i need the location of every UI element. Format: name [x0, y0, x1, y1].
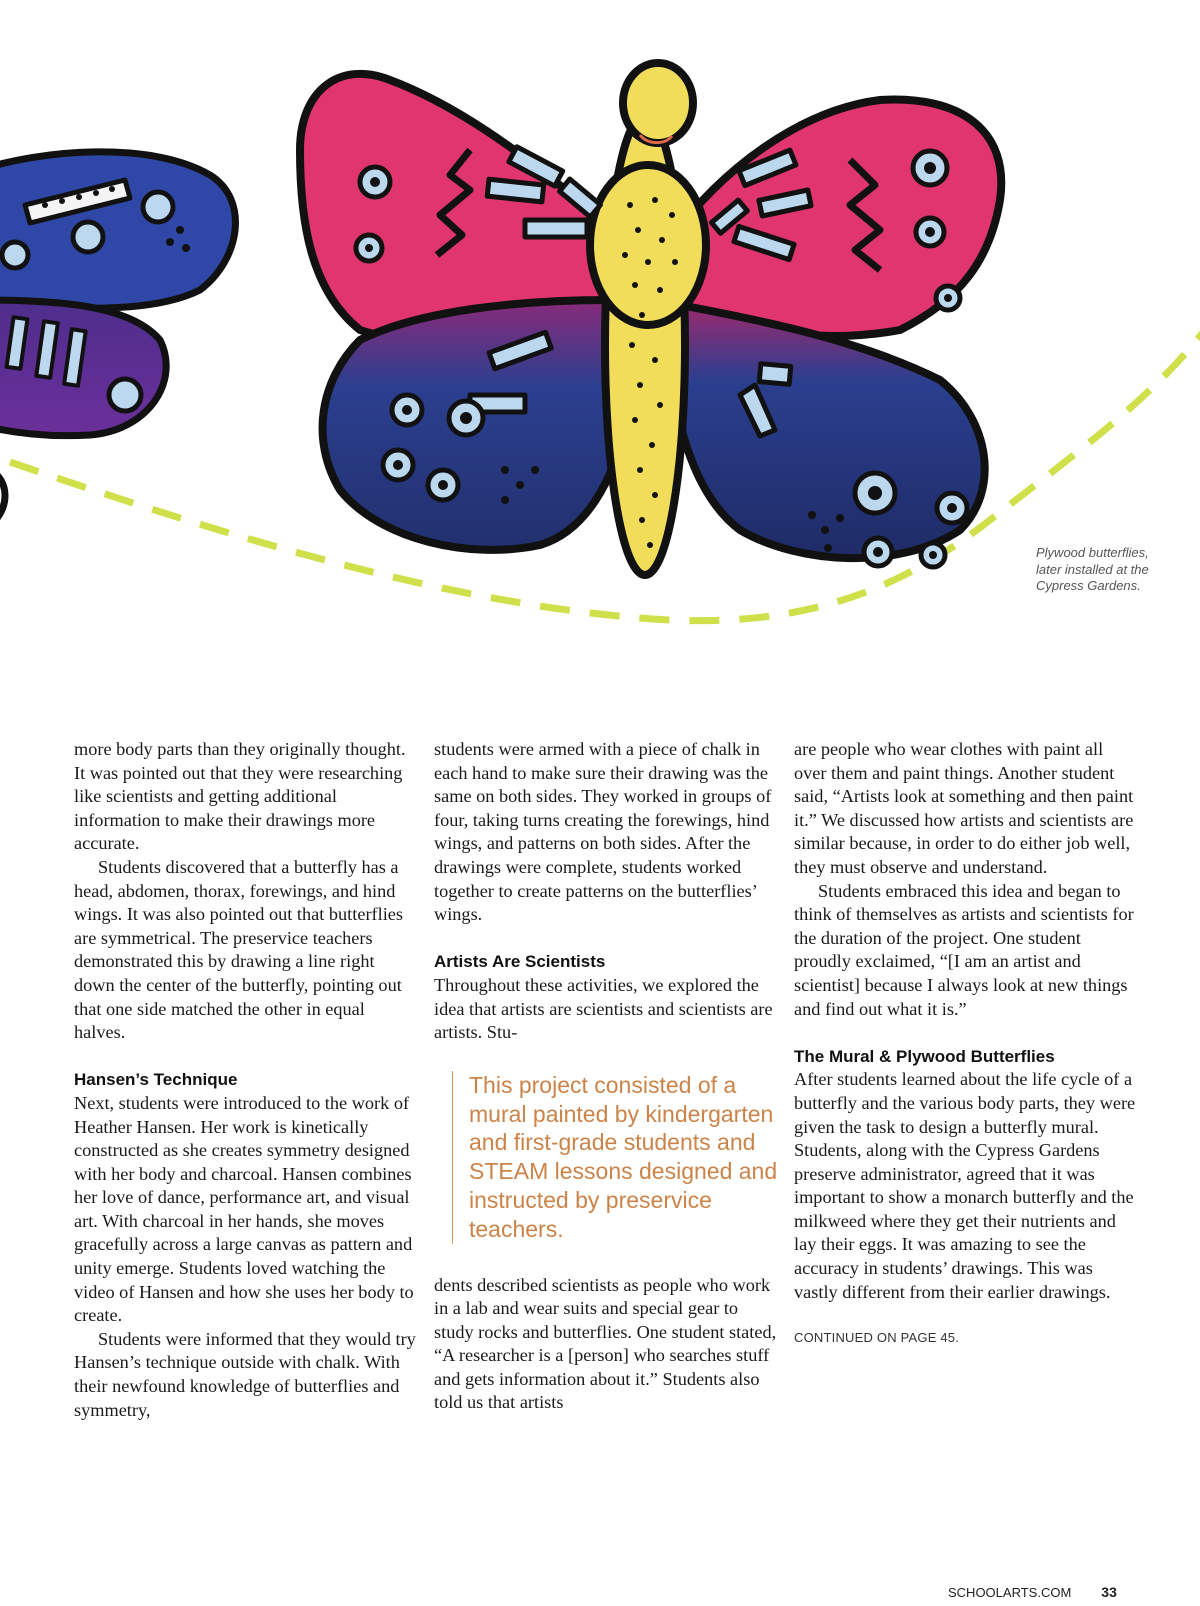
- text-column-3: [794, 738, 1138, 1350]
- paragraph: more body parts than they originally thought. It was pointed out that they were researching like scientists and getting additional information to make their drawings more accurate.: [74, 739, 406, 854]
- text-column-2: [434, 738, 778, 1415]
- page-footer: [948, 1584, 1117, 1600]
- paragraph: Students were informed that they would try Hansen’s technique outside with chalk. With their newfound knowledge of butterflies and symmetry,: [74, 1328, 416, 1420]
- continued-note: CONTINUED ON PAGE 45.: [794, 1330, 960, 1346]
- paragraph: students were armed with a piece of chalk in each hand to make sure their drawing was the same on both sides. They worked in groups of four, taking turns creating the forewings, hind wings, and patterns on both sides. After the drawings were complete, students worked together to create patterns on the butterflies’ wings.: [434, 739, 772, 925]
- page-number: 33: [1101, 1584, 1117, 1600]
- paragraph: Next, students were introduced to the work of Heather Hansen. Her work is kinetically constructed as she creates symmetry designed with her body and charcoal. Hansen combines her love of dance, performance art, and visual art. With charcoal in her hands, she moves gracefully across a large canvas as pattern and unity emerge. Students loved watching the video of Hansen and how she uses her body to create.: [74, 1092, 414, 1326]
- section-heading-artists-are-scientists: Artists Are Scientists: [434, 952, 606, 972]
- section-heading-mural-plywood-butterflies: The Mural & Plywood Butterflies: [794, 1046, 1055, 1066]
- paragraph: dents described scientists as people who work in a lab and wear suits and special gear to study rocks and butterflies. One student stated, “A researcher is a [person] who searches stuff and gets information about it.” Students also told us that artists: [434, 1274, 777, 1413]
- photo-caption: Plywood butterflies, later installed at the Cypress Gardens.: [1036, 545, 1149, 593]
- main-butterfly: [300, 63, 1001, 575]
- text-column-1: [74, 738, 418, 1422]
- paragraph: After students learned about the life cycle of a butterfly and the various body parts, they were given the task to design a butterfly mural. Students, along with the Cypress Gardens preserve administrator, agreed that it was important to show a monarch butterfly and the milkweed where they get their nutrients and lay their eggs. It was amazing to see the accuracy in students’ drawings. This was vastly different from their earlier drawings.: [794, 1069, 1136, 1302]
- paragraph: Throughout these activities, we explored the idea that artists are scientists and scientists are artists. Stu-: [434, 974, 773, 1043]
- pull-quote: This project consisted of a mural painted by kindergarten and first-grade students and STEAM lessons designed and instructed by preservice teachers.: [452, 1071, 778, 1244]
- paragraph: Students discovered that a butterfly has a head, abdomen, thorax, forewings, and hind wings. It was also pointed out that butterflies are symmetrical. The preservice teachers demonstrated this by drawing a line right down the center of the butterfly, pointing out that one side matched the other in equal halves.: [74, 856, 404, 1043]
- butterfly-photo: [0, 0, 1200, 700]
- paragraph: Students embraced this idea and began to think of themselves as artists and scientists for the duration of the project. One student proudly exclaimed, “[I am an artist and scientist] because I always look at new things and find out what it is.”: [794, 880, 1134, 1019]
- footer-site: SCHOOLARTS.COM: [948, 1585, 1072, 1600]
- paragraph: are people who wear clothes with paint all over them and paint things. Another student said, “Artists look at something and then paint it.” We discussed how artists and scientists are similar because, in order to do either job well, they must observe and understand.: [794, 739, 1134, 877]
- section-heading-hansens-technique: Hansen’s Technique: [74, 1070, 238, 1090]
